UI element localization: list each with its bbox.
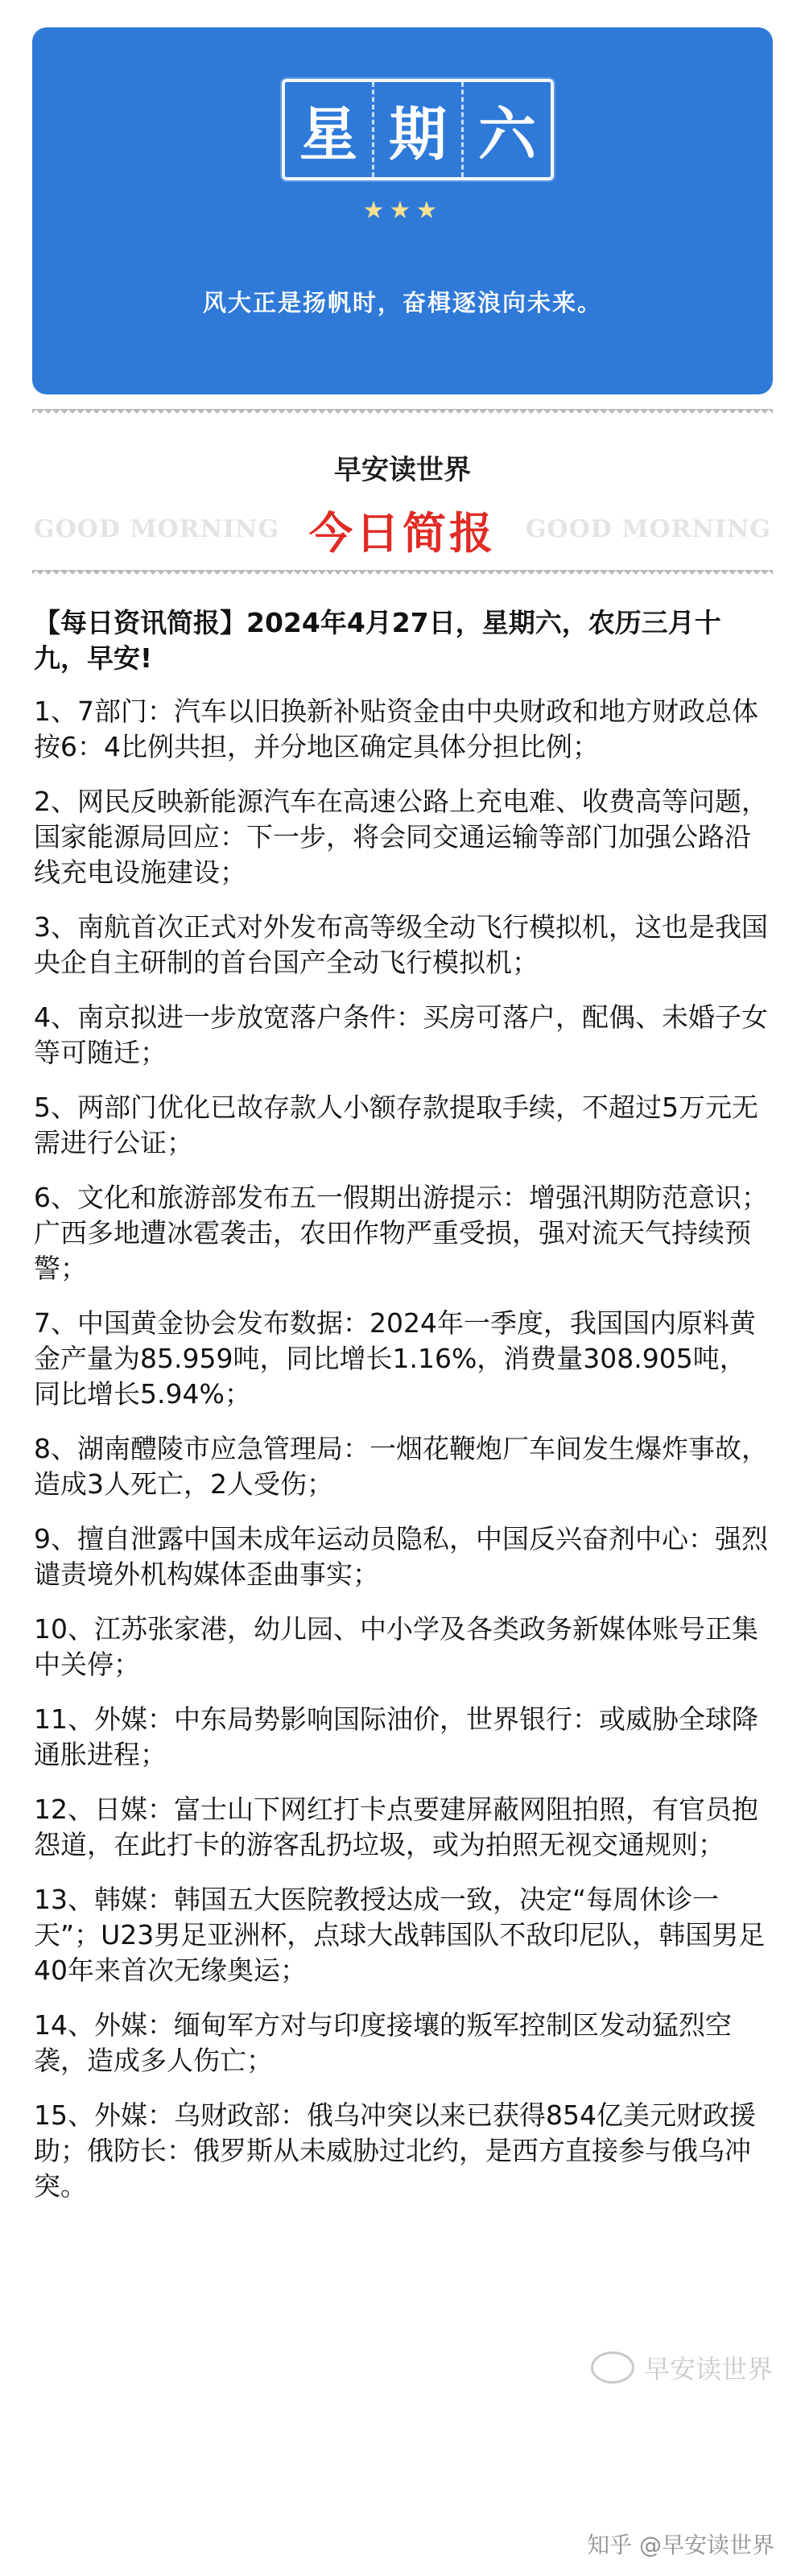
weekday-char: 星 <box>299 100 357 168</box>
news-item: 6、文化和旅游部发布五一假期出游提示：增强汛期防范意识；广西多地遭冰雹袭击，农田作物严重受损，强对流天气持续预警； <box>34 1182 768 1284</box>
weekday-char: 六 <box>461 82 551 177</box>
star-icons: ★★★ <box>362 196 443 225</box>
news-item: 3、南航首次正式对外发布高等级全动飞行模拟机，这也是我国央企自主研制的首台国产全动飞行模拟机； <box>34 911 768 978</box>
good-morning-left: GOOD MORNING <box>34 515 280 543</box>
briefing-content <box>34 605 771 2223</box>
today-briefing-title: 今日简报 <box>309 508 496 559</box>
news-item: 1、7部门：汽车以旧换新补贴资金由中央财政和地方财政总体按6：4比例共担，并分地区确定具体分担比例； <box>34 696 758 762</box>
news-item: 11、外媒：中东局势影响国际油价，世界银行：或威胁全球降通胀进程； <box>34 1703 758 1770</box>
news-item: 7、中国黄金协会发布数据：2024年一季度，我国国内原料黄金产量为85.959吨，同比增长1.16%，消费量308.905吨，同比增长5.94%； <box>34 1307 756 1410</box>
news-item: 13、韩媒：韩国五大医院教授达成一致，决定“每周休诊一天”；U23男足亚洲杯，点球大战韩国队不敌印尼队，韩国男足40年来首次无缘奥运； <box>34 1884 766 1986</box>
news-item: 8、湖南醴陵市应急管理局：一烟花鞭炮厂车间发生爆炸事故，造成3人死亡，2人受伤； <box>34 1433 768 1500</box>
news-item: 10、江苏张家港，幼儿园、中小学及各类政务新媒体账号正集中关停； <box>34 1613 758 1680</box>
good-morning-right: GOOD MORNING <box>525 515 771 543</box>
zigzag-divider-bottom <box>32 570 773 581</box>
news-item: 4、南京拟进一步放宽落户条件：买房可落户，配偶、未婚子女等可随迁； <box>34 1001 768 1068</box>
wechat-icon <box>591 2351 634 2384</box>
header-banner <box>32 27 773 394</box>
brand-title: 早安读世界 <box>334 454 471 486</box>
wechat-watermark-text: 早安读世界 <box>643 2354 773 2384</box>
news-item: 2、网民反映新能源汽车在高速公路上充电难、收费高等问题，国家能源局回应：下一步，将会同交通运输等部门加强公路沿线充电设施建设； <box>34 786 768 888</box>
briefing-intro: 【每日资讯简报】2024年4月27日，星期六，农历三月十九，早安! <box>34 607 721 674</box>
news-item: 14、外媒：缅甸军方对与印度接壤的叛军控制区发动猛烈空袭，造成多人伤亡； <box>34 2009 732 2076</box>
weekday-title <box>282 79 554 180</box>
news-item: 9、擅自泄露中国未成年运动员隐私，中国反兴奋剂中心：强烈谴责境外机构媒体歪曲事实； <box>34 1523 768 1590</box>
news-item: 12、日媒：富士山下网红打卡点要建屏蔽网阻拍照，有官员抱怨道，在此打卡的游客乱扔垃圾，或为拍照无视交通规则； <box>34 1794 758 1860</box>
news-item: 5、两部门优化已故存款人小额存款提取手续，不超过5万元无需进行公证； <box>34 1092 758 1158</box>
zhihu-watermark: 知乎 @早安读世界 <box>587 2532 774 2558</box>
news-item: 15、外媒：乌财政部：俄乌冲突以来已获得854亿美元财政援助；俄防长：俄罗斯从未威胁过北约，是西方直接参与俄乌冲突。 <box>34 2099 756 2202</box>
wechat-watermark <box>591 2349 773 2386</box>
weekday-char: 期 <box>372 82 461 177</box>
motto-text: 风大正是扬帆时，奋楫逐浪向未来。 <box>202 289 602 316</box>
zigzag-divider-top <box>32 409 773 420</box>
